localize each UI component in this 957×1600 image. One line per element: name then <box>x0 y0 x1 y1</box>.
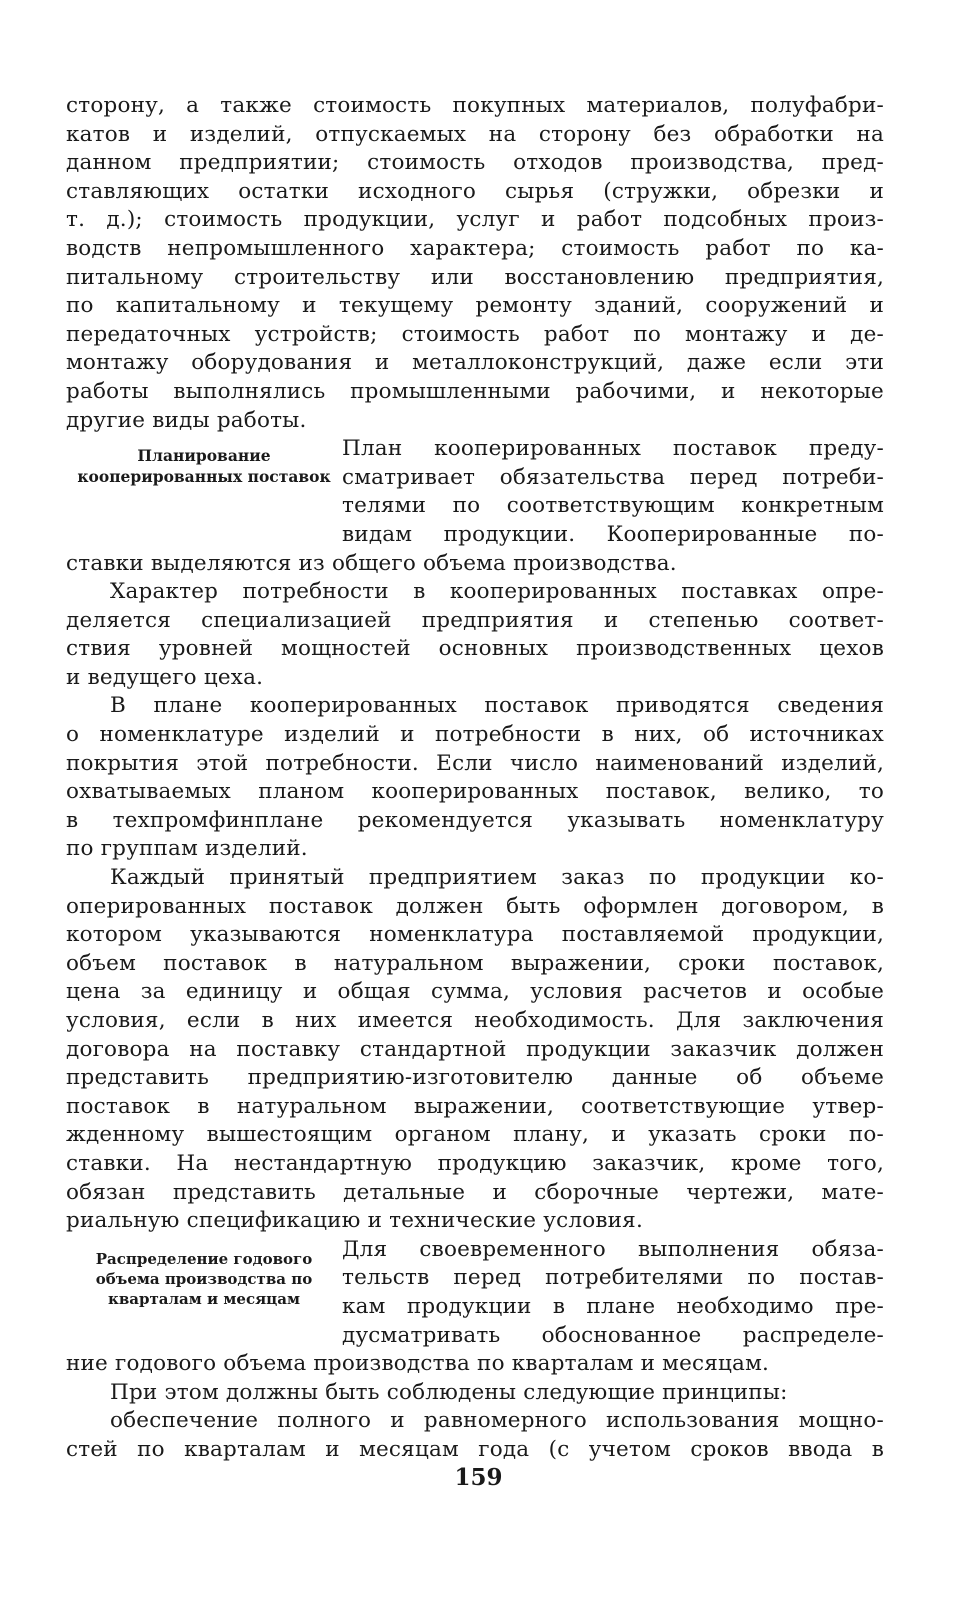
text-line: по группам изделий. <box>66 836 308 862</box>
text-line: данном предприятии; стоимость отходов производства, пред- <box>66 150 884 176</box>
paragraph-intro <box>66 92 884 435</box>
paragraph-capacity <box>66 1407 884 1464</box>
section-coop-block <box>66 435 884 549</box>
text-line: другие виды работы. <box>66 407 307 433</box>
text-line: в техпромфинплане рекомендуется указывать номенклатуру <box>66 807 884 833</box>
text-line: объем поставок в натуральном выражении, сроки поставок, <box>66 950 884 976</box>
side-heading-distribution: Распределение годового объема производства по кварталам и месяцам <box>95 1249 313 1308</box>
text-line: представить предприятию-изготовителю данные об объеме <box>66 1065 884 1091</box>
text-line: договора на поставку стандартной продукции заказчик должен <box>66 1036 884 1062</box>
paragraph-principles: При этом должны быть соблюдены следующие принципы: <box>110 1379 788 1405</box>
paragraph-plan <box>66 692 884 864</box>
text-line: ставляющих остатки исходного сырья (стружки, обрезки и <box>66 178 884 204</box>
text-line: обязан представить детальные и сборочные чертежи, мате- <box>66 1179 884 1205</box>
text-line: дусматривать обоснованное распределе- <box>342 1322 884 1348</box>
page-number: 159 <box>454 1464 503 1491</box>
text-line: стей по кварталам и месяцам года (с учетом сроков ввода в <box>66 1436 884 1462</box>
text-line: питальному строительству или восстановлению предприятия, <box>66 264 884 290</box>
text-line: передаточных устройств; стоимость работ по монтажу и де- <box>66 321 884 347</box>
text-line: катов и изделий, отпускаемых на сторону без обработки на <box>66 121 884 147</box>
text-line: сматривает обязательства перед потреби- <box>342 464 884 490</box>
text-line: В плане кооперированных поставок приводятся сведения <box>110 693 884 719</box>
page-body <box>66 92 884 1465</box>
text-line: Каждый принятый предприятием заказ по продукции ко- <box>110 865 884 891</box>
text-line: работы выполнялись промышленными рабочими, и некоторые <box>66 378 884 404</box>
text-line: жденному вышестоящим органом плану, и указать сроки по- <box>66 1122 884 1148</box>
text-line: деляется специализацией предприятия и степенью соответ- <box>66 607 884 633</box>
text-line: водств непромышленного характера; стоимость работ по ка- <box>66 235 884 261</box>
text-line: телями по соответствующим конкретным <box>342 493 884 519</box>
text-line: План кооперированных поставок преду- <box>342 436 884 462</box>
text-line: обеспечение полного и равномерного использования мощно- <box>110 1408 884 1434</box>
side-text-distribution <box>342 1236 884 1350</box>
text-line: поставок в натуральном выражении, соответствующие утвер- <box>66 1093 884 1119</box>
text-line: котором указываются номенклатура поставляемой продукции, <box>66 922 884 948</box>
text-line: о номенклатуре изделий и потребности в них, об источниках <box>66 722 884 748</box>
text-line: ние годового объема производства по кварталам и месяцам. <box>66 1351 770 1377</box>
side-heading-coop: Планирование кооперированных поставок <box>77 446 331 487</box>
text-line: оперированных поставок должен быть оформлен договором, в <box>66 893 884 919</box>
text-line: тельств перед потребителями по постав- <box>342 1265 884 1291</box>
text-line: ставки выделяются из общего объема производства. <box>66 550 677 576</box>
text-line: кам продукции в плане необходимо пре- <box>342 1293 884 1319</box>
text-line: и ведущего цеха. <box>66 664 264 690</box>
text-line: по капитальному и текущему ремонту зданий, сооружений и <box>66 293 884 319</box>
text-line: риальную спецификацию и технические условия. <box>66 1208 643 1234</box>
text-line: ствия уровней мощностей основных производственных цехов <box>66 636 884 662</box>
paragraph-order <box>66 864 884 1236</box>
paragraph-character <box>66 578 884 692</box>
text-line: цена за единицу и общая сумма, условия расчетов и особые <box>66 979 884 1005</box>
text-line: Характер потребности в кооперированных поставках опре- <box>110 579 884 605</box>
section-distribution-block <box>66 1236 884 1350</box>
text-line: охватываемых планом кооперированных поставок, велико, то <box>66 779 884 805</box>
text-line: сторону, а также стоимость покупных материалов, полуфабри- <box>66 93 884 118</box>
text-line: видам продукции. Кооперированные по- <box>342 521 884 547</box>
text-line: условия, если в них имеется необходимость. Для заключения <box>66 1008 884 1033</box>
text-line: покрытия этой потребности. Если число наименований изделий, <box>66 750 884 776</box>
side-text-coop <box>342 435 884 549</box>
text-line: т. д.); стоимость продукции, услуг и работ подсобных произ- <box>66 207 884 233</box>
text-line: ставки. На нестандартную продукцию заказчик, кроме того, <box>66 1150 884 1176</box>
text-line: монтажу оборудования и металлоконструкций, даже если эти <box>66 350 884 376</box>
text-line: Для своевременного выполнения обяза- <box>342 1236 884 1262</box>
